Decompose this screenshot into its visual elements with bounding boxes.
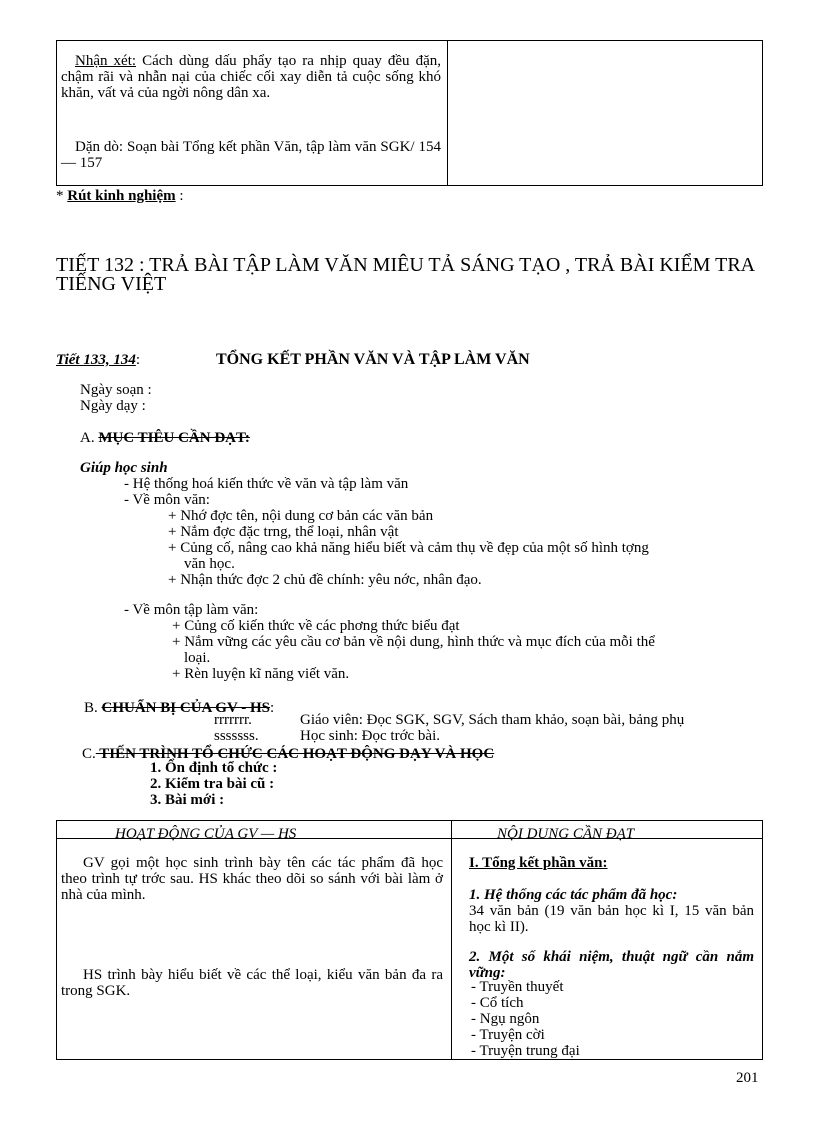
step-line: 1. Ổn định tổ chức :: [150, 760, 278, 776]
ngay-day: Ngày dạy :: [80, 398, 146, 414]
tiet-133-label: [56, 352, 140, 368]
top-table: [56, 40, 763, 186]
objective-line: - Về môn văn:: [124, 492, 210, 508]
giup-hoc-sinh: Giúp học sinh: [80, 460, 168, 476]
tiet-133-title: TỔNG KẾT PHẦN VĂN VÀ TẬP LÀM VĂN: [216, 351, 530, 368]
header-left: HOẠT ĐỘNG CỦA GV — HS: [115, 826, 297, 842]
objective-line: - Hệ thống hoá kiến thức về văn và tập làm văn: [124, 476, 409, 492]
objective-line: + Củng cố, nâng cao khả năng hiểu biết và cảm thụ về đẹp của một số hình tợng: [168, 540, 649, 556]
objective-line: + Nhớ đợc tên, nội dung cơ bản các văn bản: [168, 508, 434, 524]
page-number: 201: [736, 1070, 759, 1086]
section-b-title: CHUẨN BỊ CỦA GV - HS: [101, 700, 271, 716]
nhan-xet-label: Nhận xét:: [75, 53, 137, 69]
ngay-soan: Ngày soạn :: [80, 382, 152, 398]
right-heading: I. Tổng kết phần văn:: [469, 855, 608, 871]
dan-do-paragraph: Dặn dò: Soạn bài Tổng kết phần Văn, tập làm văn SGK/ 154 — 157: [61, 139, 441, 171]
tiet-132-title: TIẾT 132 : TRẢ BÀI TẬP LÀM VĂN MIÊU TẢ SÁNG TẠO , TRẢ BÀI KIỂM TRA TIẾNG VIỆT: [56, 254, 754, 295]
right-sub2: 2. Một số khái niệm, thuật ngữ cần nắm vững:: [469, 949, 754, 981]
section-b-mark: sssssss.: [214, 728, 259, 744]
objective-line: loại.: [184, 650, 211, 666]
rut-kinh-nghiem-label: Rút kinh nghiệm: [67, 188, 176, 204]
section-c-letter: C.: [82, 746, 96, 762]
right-sub1: 1. Hệ thống các tác phẩm đã học:: [469, 887, 678, 903]
step-line: 2. Kiểm tra bài cũ :: [150, 776, 275, 792]
objective-line: + Củng cố kiến thức về các phơng thức biểu đạt: [172, 618, 460, 634]
objective-line: + Rèn luyện kĩ năng viết văn.: [172, 666, 350, 682]
section-a-heading: [80, 430, 250, 446]
main-table: [56, 820, 763, 1060]
objective-line: - Về môn tập làm văn:: [124, 602, 259, 618]
genre-item: - Truyện trung đại: [471, 1043, 580, 1059]
objective-line: + Nắm đợc đặc trng, thể loại, nhân vật: [168, 524, 399, 540]
section-b-row-text: Giáo viên: Đọc SGK, SGV, Sách tham khảo, soạn bài, bảng phụ: [300, 712, 685, 728]
section-c-heading: [82, 746, 494, 762]
section-b-row-text: Học sinh: Đọc trớc bài.: [300, 728, 440, 744]
section-a-letter: A.: [80, 430, 99, 446]
section-b-letter: B.: [84, 700, 102, 716]
left-paragraph-2: HS trình bày hiểu biết về các thể loại, kiểu văn bản đa ra trong SGK.: [61, 967, 443, 999]
genre-item: - Truyền thuyết: [471, 979, 564, 995]
objective-line: + Nắm vững các yêu cầu cơ bản về nội dung, hình thức và mục đích của mỗi thể: [172, 634, 655, 650]
right-sub1-text: 34 văn bản (19 văn bản học kì I, 15 văn bản học kì II).: [469, 903, 754, 935]
genre-item: - Ngụ ngôn: [471, 1011, 540, 1027]
objective-line: văn học.: [184, 556, 235, 572]
header-right: NỘI DUNG CẦN ĐẠT: [497, 826, 635, 842]
section-b-colon: :: [270, 700, 275, 716]
left-paragraph-1: GV gọi một học sinh trình bày tên các tác phẩm đã học theo trình tự trớc sau. HS khác theo dõi so sánh với bài làm ở nhà của mình.: [61, 855, 443, 903]
rut-kinh-nghiem-colon: :: [175, 188, 184, 204]
step-line: 3. Bài mới :: [150, 792, 225, 808]
tiet-133-colon: :: [135, 352, 141, 368]
section-c-title: TIẾN TRÌNH TỔ CHỨC CÁC HOẠT ĐỘNG DẠY VÀ HỌC: [95, 746, 495, 762]
section-a-title: MỤC TIÊU CẦN ĐẠT:: [98, 430, 250, 446]
rut-kinh-nghiem: [56, 188, 184, 204]
nhan-xet-text: Cách dùng dấu phẩy tạo ra nhịp quay đều đặn, chậm rãi và nhẫn nại của chiếc cối xay diễn tả cuộc sống khó khăn, vất vả của ngời nông dân xa.: [61, 53, 441, 101]
genre-item: - Truyện cời: [471, 1027, 545, 1043]
star-mark: *: [56, 188, 68, 204]
genre-item: - Cổ tích: [471, 995, 524, 1011]
tiet-133-label-text: Tiết 133, 134: [56, 352, 136, 368]
nhan-xet-paragraph: [61, 53, 441, 101]
section-b-mark: rrrrrrr.: [214, 712, 252, 728]
objective-line: + Nhận thức đợc 2 chủ đề chính: yêu nớc, nhân đạo.: [168, 572, 482, 588]
